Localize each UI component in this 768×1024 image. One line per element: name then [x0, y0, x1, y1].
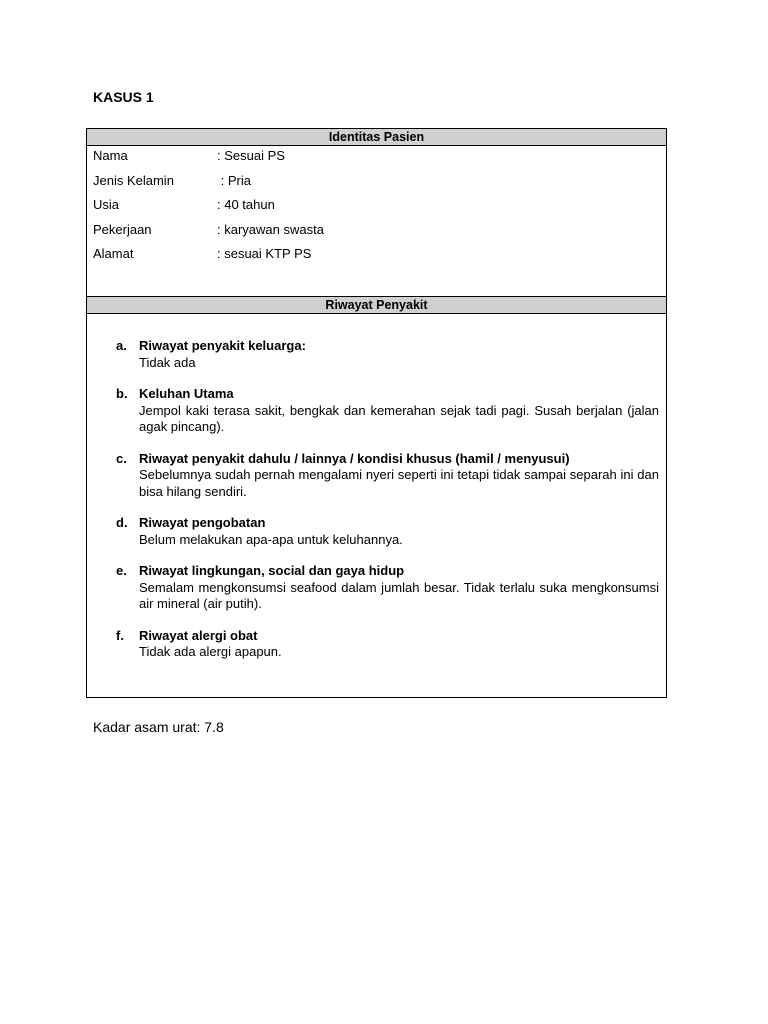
- identity-label: Usia: [93, 197, 120, 213]
- item-letter: b.: [116, 386, 128, 401]
- identity-label: Jenis Kelamin: [93, 172, 174, 188]
- history-header: Riwayat Penyakit: [87, 297, 666, 314]
- item-desc: Jempol kaki terasa sakit, bengkak dan kemerahan sejak tadi pagi. Susah berjalan (jalan agak pincang).: [139, 402, 659, 434]
- uric-acid-note: Kadar asam urat: 7.8: [93, 719, 224, 735]
- item-desc: Sebelumnya sudah pernah mengalami nyeri seperti ini tetapi tidak sampai separah ini dan bisa hilang sendiri.: [139, 467, 659, 499]
- identity-row-occupation: [93, 221, 666, 246]
- identity-table: [86, 128, 667, 297]
- identity-row-name: [93, 147, 666, 172]
- identity-label: Pekerjaan: [93, 221, 152, 237]
- item-desc: Belum melakukan apa-apa untuk keluhannya.: [139, 531, 403, 547]
- identity-label: Nama: [93, 148, 128, 163]
- list-item: [87, 338, 659, 371]
- list-item: [87, 451, 659, 501]
- history-list: [87, 314, 666, 661]
- item-desc: Tidak ada alergi apapun.: [139, 644, 282, 659]
- item-title: Keluhan Utama: [139, 386, 234, 401]
- history-table: [86, 296, 667, 698]
- item-title: Riwayat alergi obat: [139, 627, 258, 643]
- case-title: KASUS 1: [93, 89, 154, 105]
- identity-value: : karyawan swasta: [217, 221, 324, 237]
- list-item: [87, 563, 659, 613]
- item-title: Riwayat lingkungan, social dan gaya hidup: [139, 563, 405, 578]
- identity-header: Identitas Pasien: [87, 129, 666, 146]
- identity-value: : Sesuai PS: [217, 148, 285, 163]
- item-letter: f.: [116, 627, 124, 643]
- list-item: [87, 386, 659, 436]
- identity-value: : Pria: [217, 172, 251, 188]
- item-letter: a.: [116, 338, 127, 353]
- item-letter: e.: [116, 563, 127, 578]
- identity-value: : 40 tahun: [217, 197, 275, 213]
- list-item: [87, 515, 659, 548]
- item-desc: Semalam mengkonsumsi seafood dalam jumlah besar. Tidak terlalu suka mengkonsumsi air mineral (air putih).: [139, 579, 659, 611]
- identity-row-gender: [93, 172, 666, 197]
- item-letter: d.: [116, 515, 128, 530]
- identity-rows: [87, 146, 666, 270]
- item-title: Riwayat pengobatan: [139, 515, 266, 530]
- list-item: [87, 628, 659, 661]
- identity-row-age: [93, 196, 666, 221]
- identity-row-address: [93, 245, 666, 270]
- item-title: Riwayat penyakit keluarga:: [139, 338, 306, 353]
- item-desc: Tidak ada: [139, 354, 196, 370]
- item-title: Riwayat penyakit dahulu / lainnya / kondisi khusus (hamil / menyusui): [139, 450, 570, 466]
- item-letter: c.: [116, 450, 127, 466]
- identity-value: : sesuai KTP PS: [217, 246, 312, 262]
- identity-label: Alamat: [93, 246, 134, 262]
